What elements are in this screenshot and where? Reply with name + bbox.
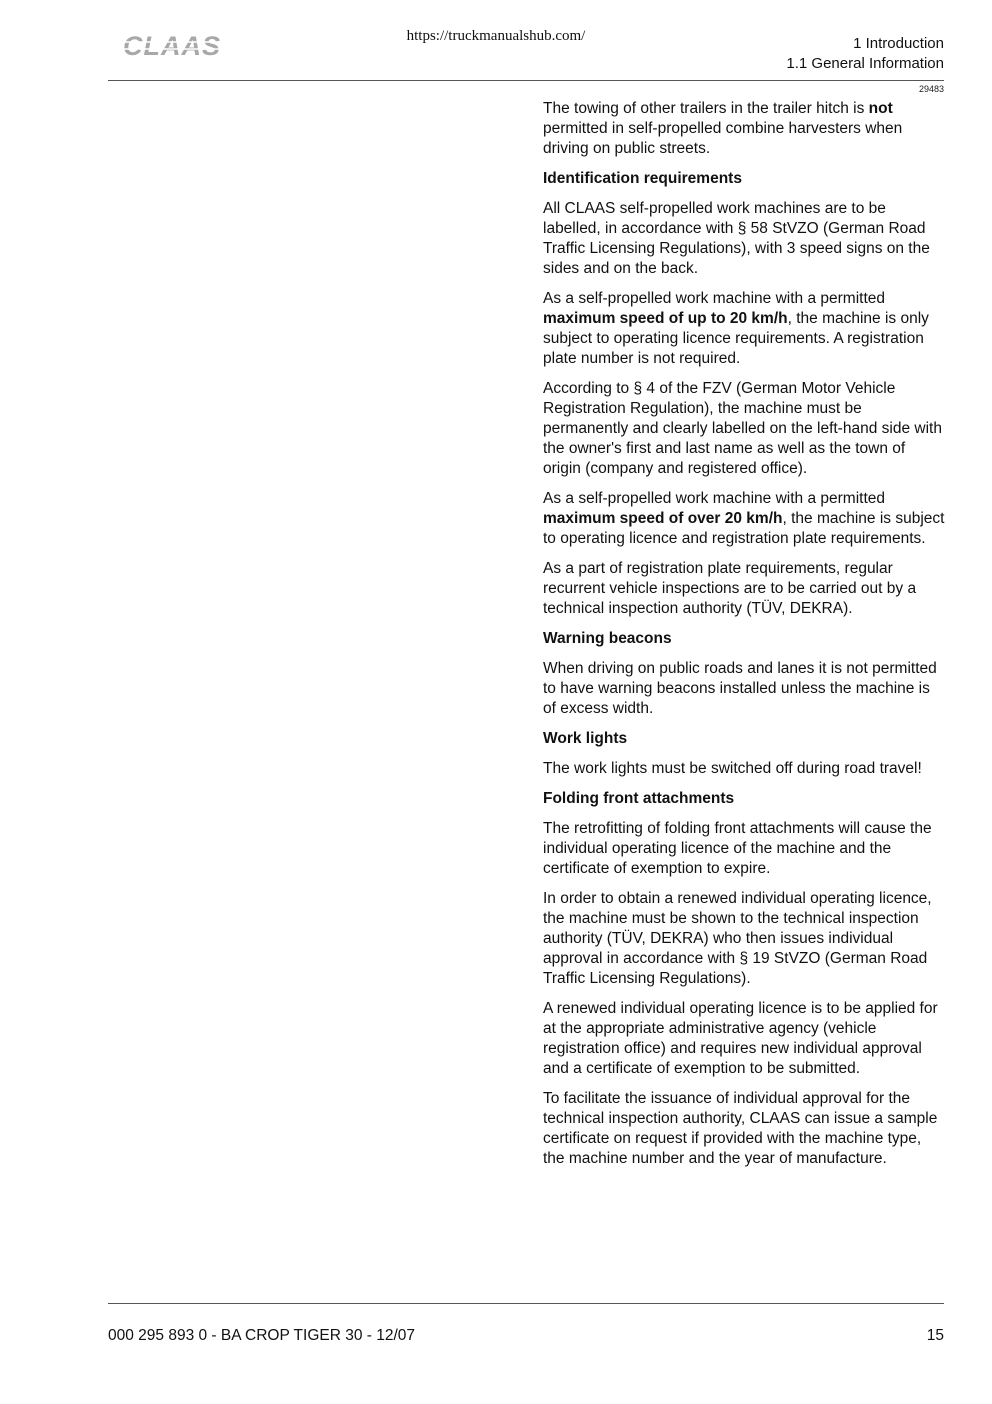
document-code: 29483 xyxy=(918,84,944,94)
paragraph-administrative-agency: A renewed individual operating licence is to be applied for at the appropriate administrative agency (vehicle registration office) and requires new individual approval and a certificate of exemption to be submitted. xyxy=(543,1000,938,1077)
heading-warning-beacons: Warning beacons xyxy=(543,630,672,647)
paragraph-fzv-labelling: According to § 4 of the FZV (German Motor Vehicle Registration Regulation), the machine must be permanently and clearly labelled on the left-hand side with the owner's first and last name as well as the town of origin (company and registered office). xyxy=(543,380,942,477)
footer-doc-number: 000 295 893 0 - BA CROP TIGER 30 - 12/07 xyxy=(108,1327,416,1344)
source-url[interactable]: https://truckmanualshub.com/ xyxy=(406,28,586,44)
paragraph-trailer-towing: The towing of other trailers in the trailer hitch is not permitted in self-propelled combine harvesters when driving on public streets. xyxy=(543,100,903,157)
chapter-title: 1 Introduction xyxy=(853,35,944,52)
page-number: 15 xyxy=(926,1327,944,1344)
paragraph-work-lights: The work lights must be switched off during road travel! xyxy=(543,760,922,777)
paragraph-over-20-kmh: As a self-propelled work machine with a permitted maximum speed of over 20 km/h, the machine is subject to operating licence and registration plate requirements. xyxy=(543,490,945,547)
paragraph-vehicle-inspections: As a part of registration plate requirements, regular recurrent vehicle inspections are to be carried out by a technical inspection authority (TÜV, DEKRA). xyxy=(543,560,917,617)
brand-wordmark: CLAAS xyxy=(123,33,221,59)
paragraph-beacons: When driving on public roads and lanes it is not permitted to have warning beacons installed unless the machine is of excess width. xyxy=(543,660,937,717)
paragraph-renewed-licence: In order to obtain a renewed individual operating licence, the machine must be shown to the technical inspection authority (TÜV, DEKRA) who then issues individual approval in accordance with § 19 StVZO (German Road Traffic Licensing Regulations). xyxy=(543,890,932,987)
running-header xyxy=(786,34,944,74)
header-divider xyxy=(108,80,944,81)
paragraph-sample-certificate: To facilitate the issuance of individual approval for the technical inspection authority, CLAAS can issue a sample certificate on request if provided with the machine type, the machine number and the year of manufacture. xyxy=(543,1090,938,1167)
paragraph-up-to-20-kmh: As a self-propelled work machine with a permitted maximum speed of up to 20 km/h, the machine is only subject to operating licence requirements. A registration plate number is not required. xyxy=(543,290,929,367)
heading-folding-front-attachments: Folding front attachments xyxy=(543,790,735,807)
section-title: 1.1 General Information xyxy=(786,55,944,72)
paragraph-speed-signs: All CLAAS self-propelled work machines are to be labelled, in accordance with § 58 StVZO (German Road Traffic Licensing Regulations), with 3 speed signs on the sides and on the back. xyxy=(543,200,930,277)
paragraph-retrofitting: The retrofitting of folding front attachments will cause the individual operating licence of the machine and the certificate of exemption to expire. xyxy=(543,820,932,877)
footer-divider xyxy=(108,1303,944,1304)
main-content xyxy=(543,99,947,1179)
heading-work-lights: Work lights xyxy=(543,730,628,747)
heading-identification-requirements: Identification requirements xyxy=(543,170,742,187)
